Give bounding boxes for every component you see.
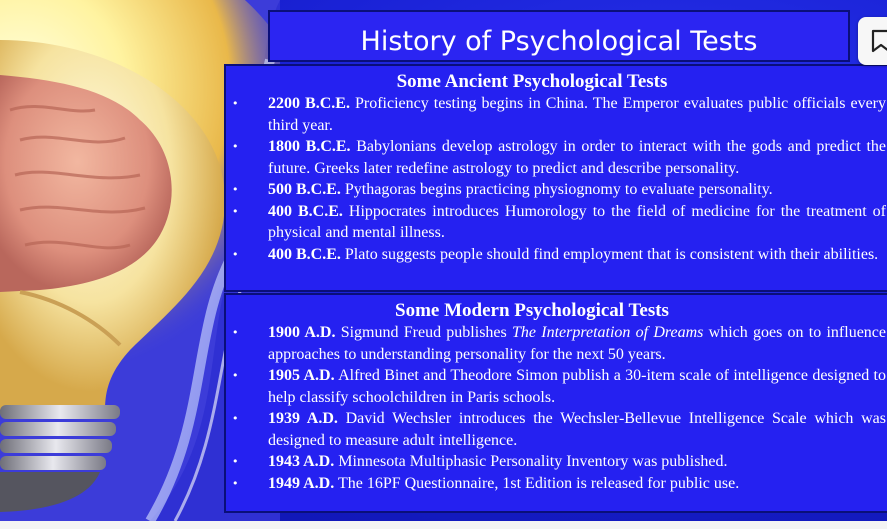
item-date: 1939 A.D.: [268, 410, 338, 427]
bullet: •: [232, 183, 239, 196]
list-item: [226, 179, 886, 201]
item-text-pre: Sigmund Freud publishes: [335, 324, 512, 341]
item-text: Plato suggests people should find employment that is consistent with their abilities.: [340, 245, 879, 263]
item-text: Hippocrates introduces Humorology to the field of medicine for the treatment of physical and mental illness.: [268, 202, 887, 241]
item-date: 1949 A.D.: [268, 474, 335, 492]
ancient-tests-list: [226, 93, 887, 265]
bullet: •: [232, 412, 239, 425]
bullet: •: [232, 97, 239, 110]
ancient-tests-heading: Some Ancient Psychological Tests: [396, 71, 668, 92]
ancient-tests-panel: [224, 64, 887, 292]
list-item: [226, 93, 886, 136]
list-item: [226, 244, 886, 266]
book-title: The Interpretation of Dreams: [512, 324, 704, 341]
item-text: Babylonians develop astrology in order to interact with the gods and predict the future. Greeks later redefine astrology to predict and describe personality.: [268, 138, 886, 177]
bookmark-icon: [870, 29, 887, 53]
item-text: Pythagoras begins practicing physiognomy to evaluate personality.: [340, 181, 773, 198]
bottom-strip: [0, 521, 887, 529]
item-text: Minnesota Multiphasic Personality Inventory was published.: [334, 453, 728, 470]
list-item: [226, 451, 886, 473]
bullet: •: [232, 140, 239, 153]
modern-tests-list: [226, 322, 887, 494]
item-text: Alfred Binet and Theodore Simon publish a 30-item scale of intelligence designed to help classify schoolchildren in Paris schools.: [268, 367, 886, 406]
item-date: 1905 A.D.: [268, 367, 335, 384]
item-text: which goes on to influence approaches to understanding personality for the next 50 years.: [268, 324, 887, 363]
item-date: 400 B.C.E.: [268, 245, 341, 263]
list-item: [226, 473, 886, 495]
list-item: [226, 365, 886, 408]
item-date: 1943 A.D.: [268, 453, 335, 470]
list-item: [226, 136, 886, 179]
item-date: 400 B.C.E.: [268, 202, 343, 220]
bookmark-button[interactable]: [858, 17, 887, 65]
list-item: [226, 408, 886, 451]
list-item: [226, 201, 886, 244]
modern-tests-panel: [224, 293, 887, 513]
list-item: [226, 322, 886, 365]
bullet: •: [232, 476, 239, 490]
item-date: 2200 B.C.E.: [268, 95, 350, 112]
bullet: •: [232, 455, 239, 468]
item-date: 500 B.C.E.: [268, 181, 341, 198]
bullet: •: [232, 326, 239, 339]
item-date: 1800 B.C.E.: [268, 138, 351, 155]
item-date: 1900 A.D.: [268, 324, 336, 341]
modern-tests-heading: Some Modern Psychological Tests: [395, 300, 669, 321]
item-text: Proficiency testing begins in China. The Emperor evaluates public officials every third year.: [268, 95, 887, 134]
bullet: •: [232, 247, 239, 261]
bullet: •: [232, 369, 239, 382]
bullet: •: [232, 204, 239, 218]
slide-title: History of Psychological Tests: [268, 10, 850, 62]
item-text: David Wechsler introduces the Wechsler-Bellevue Intelligence Scale which was designed to measure adult intelligence.: [268, 410, 886, 449]
item-text: The 16PF Questionnaire, 1st Edition is released for public use.: [334, 474, 740, 492]
